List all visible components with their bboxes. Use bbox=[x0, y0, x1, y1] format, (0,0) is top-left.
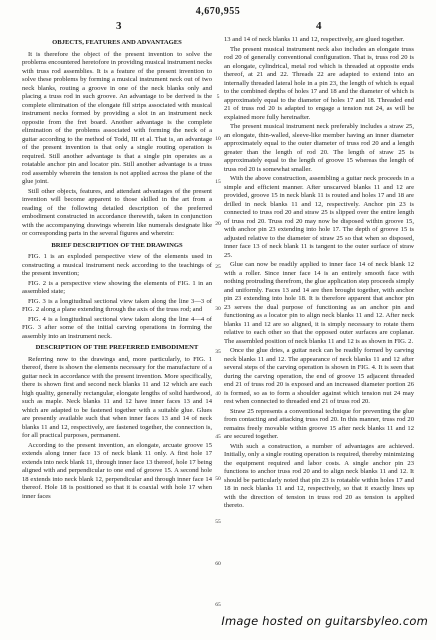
line-number: 45 bbox=[215, 434, 221, 440]
paragraph: Still other objects, features, and attendant advantages of the present invention will become apparent to those skilled in the art from a reading of the following detailed description of the preferred embodiment constructed in accordance therewith, taken in conjunction with the accompanying drawings wherein like numerals designate like or corresponding parts in the several figures and wherein: bbox=[22, 187, 212, 237]
paragraph: FIG. 2 is a perspective view showing the elements of FIG. 1 in an assembled state; bbox=[22, 279, 212, 295]
line-number: 35 bbox=[215, 349, 221, 355]
line-number: 60 bbox=[215, 561, 221, 567]
right-column-number: 4 bbox=[316, 20, 322, 32]
paragraph: With the above construction, assembling a guitar neck proceeds in a simple and efficient manner. After unscarved blanks 11 and 12 are provided, groove 15 in neck blank 11 is routed and holes 17 and 18 are drilled in neck blanks 11 and 12, respectively. Anchor pin 23 is connected to truss rod 20 and straw 25 is slipped over the entire length of truss rod 20. Truss rod 20 may now be disposed within groove 15, with anchor pin 23 extending into hole 17. The depth of groove 15 is adjusted relative to the diameter of straw 25 so that when so disposed, inner face 13 of neck blank 11 is tangent to the outer surface of straw 25. bbox=[224, 175, 414, 259]
drawings-heading: BRIEF DESCRIPTION OF THE DRAWINGS bbox=[51, 241, 183, 249]
paragraph: 13 and 14 of neck blanks 11 and 12, respectively, are glued together. bbox=[224, 36, 405, 43]
paragraph: The present musical instrument neck preferably includes a straw 25, an elongate, thin-walled, sleeve-like member having an inner diameter approximately equal to the outer diameter of truss rod 20 and a length greater than the length of rod 20. The length of straw 25 is approximately equal to the length of groove 15 whereas the length of truss rod 20 is somewhat smaller. bbox=[224, 123, 414, 173]
paragraph: Once the glue dries, a guitar neck can be readily formed by carving neck blanks 11 and 12. The appearance of neck blanks 11 and 12 after several steps of the carving operation is shown in FIG. 4. It is seen that during the carving operation, the end of groove 15 adjacent threaded end 21 of truss rod 20 is exposed and an increased diameter portion 26 is formed, so as to form a shoulder against which tension nut 24 may rest when connected to threaded end 21 of truss rod 20. bbox=[224, 347, 414, 405]
line-number: 55 bbox=[215, 519, 221, 525]
paragraph: With such a construction, a number of advantages are achieved. Initially, only a single routing operation is required, thereby minimizing the equipment required and labor costs. A single anchor pin 23 functions to anchor truss rod 20 and to align neck blanks 11 and 12. It should be particularly noted that pin 23 is rotatable within holes 17 and 18 in neck blanks 11 and 12, respectively, so that it exactly lines up with the direction of tension in truss rod 20 as tension is applied thereto. bbox=[224, 442, 414, 509]
embodiment-heading: DESCRIPTION OF THE PREFERRED EMBODIMENT bbox=[35, 344, 199, 351]
paragraph: FIG. 4 is a longitudinal sectional view taken along the line 4—4 of FIG. 3 after some of the initial carving operations in forming the assembly into an instrument neck. bbox=[22, 315, 212, 340]
patent-number: 4,670,955 bbox=[195, 6, 241, 17]
line-number: 65 bbox=[215, 602, 221, 608]
line-number: 10 bbox=[215, 136, 221, 142]
line-number: 5 bbox=[216, 94, 220, 100]
line-number: 50 bbox=[215, 476, 221, 482]
paragraph: It is therefore the object of the present invention to solve the problems encountered heretofore in providing musical instrument necks with truss rod assemblies. It is a feature of the present invention to solve these problems by forming a musical instrument neck out of two neck blanks, routing a groove in one of the neck blanks only and placing a truss rod in such groove. An advantage to be derived is the complete elimination of the elongate fill strips associated with musical instrument necks formed by providing a slot in an instrument neck opposite from the fret board. Another advantage is the complete elimination of the problems associated with forming the neck of a guitar according to the method of Todd, III et al. That is, an advantage of the present invention is that only a single routing operation is required. Still another advantage is that a single pin operates as a rotatable anchor pin and locator pin. Still another advantage is a truss rod assembly wherein the tension is not applied across the plane of the glue joint. bbox=[22, 50, 212, 185]
paragraph: Referring now to the drawings and, more particularly, to FIG. 1 thereof, there is shown the elements necessary for the manufacture of a guitar neck in accordance with the present invention. More specifically, there is shown first and second neck blanks 11 and 12 which are each high quality, generally rectangular, elongate lengths of solid hardwood, such as maple. Neck blanks 11 and 12 have inner faces 13 and 14 which are adapted to be fastened together with a suitable glue. Glues are presently available such that when inner faces 13 and 14 of neck blanks 11 and 12, respectively, are fastened together, the connection is, for all practical purposes, permanent. bbox=[22, 355, 212, 439]
right-column bbox=[224, 36, 414, 512]
paragraph: FIG. 1 is an exploded perspective view of the elements used in constructing a musical instrument neck according to the teachings of the present invention; bbox=[22, 253, 212, 277]
paragraph: Straw 25 represents a conventional technique for preventing the glue from contacting and attacking truss rod 20. In this manner, truss rod 20 remains freely movable within groove 15 after neck blanks 11 and 12 are secured together. bbox=[224, 407, 414, 440]
line-number: 30 bbox=[215, 306, 221, 312]
paragraph: According to the present invention, an elongate, arcuate groove 15 extends along inner face 13 of neck blank 11 only. A first hole 17 extends into neck blank 11, through inner face 13 thereof, hole 17 being aligned with and perpendicular to one end of groove 15. A second hole 18 extends into neck blank 12, perpendicular and through inner face 14 thereof. Hole 18 is positioned so that it is coaxial with hole 17 when inner faces bbox=[22, 441, 212, 500]
left-column-number: 3 bbox=[116, 20, 122, 32]
objects-heading: OBJECTS, FEATURES AND ADVANTAGES bbox=[52, 39, 182, 46]
paragraph: FIG. 3 is a longitudinal sectional view taken along the line 3—3 of FIG. 2 along a plane extending through the axis of the truss rod; and bbox=[22, 297, 212, 313]
line-number: 20 bbox=[215, 221, 221, 227]
paragraph: The present musical instrument neck also includes an elongate truss rod 20 of generally conventional configuration. That is, truss rod 20 is an elongate, cylindrical, metal rod which is threaded at opposite ends thereof, at 21 and 22. Threads 22 are adapted to extend into an internally threaded lateral hole in a pin 23, the length of which is equal to the combined depths of holes 17 and 18 and the diameter of which is approximately equal to the diameter of holes 17 and 18. Threaded end 21 of truss rod 20 is adapted to engage a tension nut 24, as will be explained more fully hereinafter. bbox=[224, 45, 414, 121]
line-number: 40 bbox=[215, 391, 221, 397]
line-numbers bbox=[213, 36, 223, 606]
line-number: 25 bbox=[215, 264, 221, 270]
line-number: 15 bbox=[215, 179, 221, 185]
watermark: Image hosted on guitarsbyleo.com bbox=[221, 614, 428, 628]
left-column bbox=[22, 36, 212, 502]
paragraph: Glue can now be readily applied to inner face 14 of neck blank 12 with a roller. Since inner face 14 is an entirely smooth face with nothing protruding therefrom, the glue application step proceeds simply and uniformly. Faces 13 and 14 are then brought together, with anchor pin 23 extending into hole 18. It is therefore apparent that anchor pin 23 serves the dual purpose of functioning as an anchor pin and functioning as a locator pin to align neck blanks 11 and 12. After neck blanks 11 and 12 are so aligned, it is simply necessary to rotate them relative to each other so that the opposed outer surfaces are coplanar. The assembled position of neck blanks 11 and 12 is as shown in FIG. 2. bbox=[224, 261, 414, 345]
